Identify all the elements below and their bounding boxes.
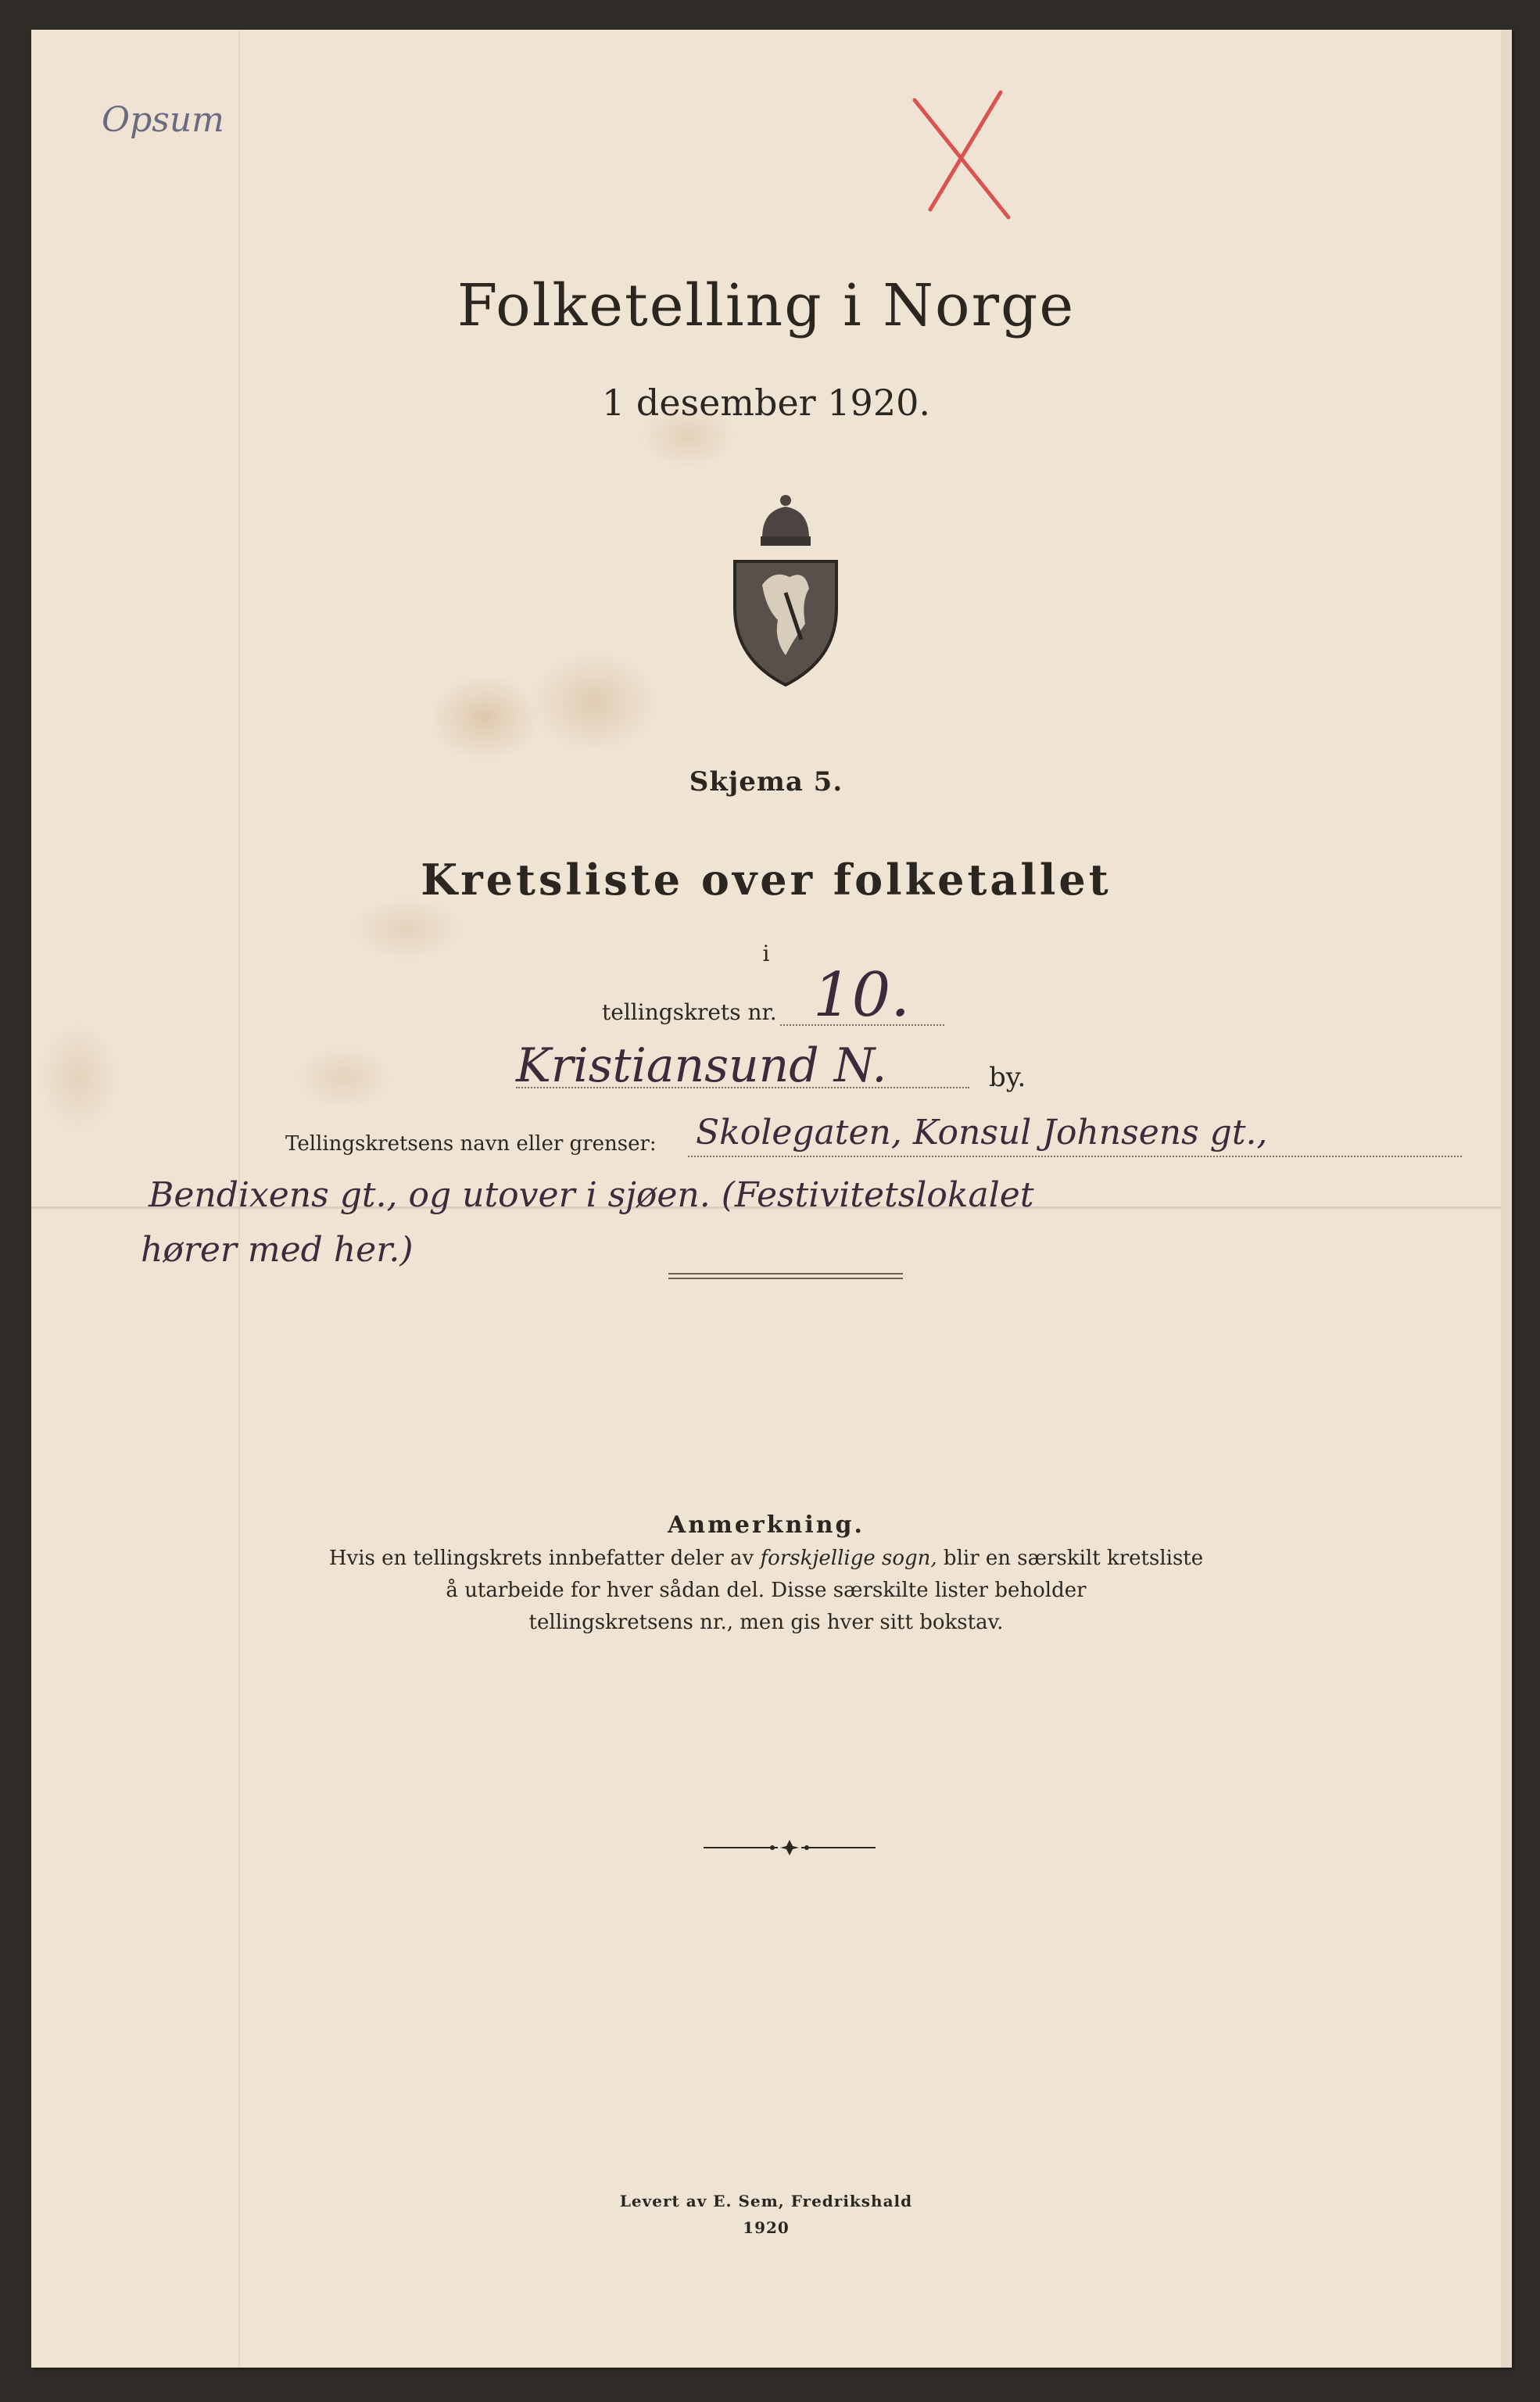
note-line-3: tellingskretsens nr., men gis hver sitt bokstav. bbox=[528, 1611, 1004, 1634]
printer-imprint bbox=[31, 2188, 1501, 2241]
note-line-1: Hvis en tellingskrets innbefatter deler av forskjellige sogn, blir en særskilt kretsliste bbox=[328, 1547, 1204, 1570]
note-heading: Anmerkning. bbox=[668, 1511, 865, 1539]
bounds-line-1 bbox=[688, 1156, 1462, 1157]
town-name-value: Kristiansund N. bbox=[516, 1038, 887, 1093]
printer-year: 1920 bbox=[743, 2218, 790, 2237]
district-number-value: 10. bbox=[813, 960, 911, 1031]
bounds-text-line-1: Skolegaten, Konsul Johnsens gt., bbox=[696, 1113, 1268, 1153]
census-form-page bbox=[31, 30, 1512, 2368]
connector-word: i bbox=[762, 941, 770, 966]
section-divider bbox=[668, 1273, 903, 1279]
town-suffix: by. bbox=[989, 1062, 1026, 1093]
form-title: Folketelling i Norge bbox=[457, 272, 1076, 339]
form-heading: Kretsliste over folketallet bbox=[421, 855, 1112, 905]
red-x-mark bbox=[899, 84, 1016, 225]
ornament-divider-icon bbox=[704, 1836, 876, 1859]
bounds-label: Tellingskretsens navn eller grenser: bbox=[285, 1132, 657, 1156]
bounds-text-line-3: hører med her.) bbox=[141, 1230, 414, 1270]
note-body bbox=[31, 1543, 1501, 1639]
census-date: 1 desember 1920. bbox=[602, 382, 930, 424]
schema-number: Skjema 5. bbox=[689, 766, 843, 798]
note-line-2: å utarbeide for hver sådan del. Disse særskilte lister beholder bbox=[446, 1579, 1087, 1602]
printer-name: Levert av E. Sem, Fredrikshald bbox=[619, 2192, 913, 2210]
corner-note: Opsum bbox=[102, 100, 224, 140]
bounds-text-line-2: Bendixens gt., og utover i sjøen. (Festivitetslokalet bbox=[149, 1175, 1034, 1215]
norway-coat-of-arms-icon bbox=[731, 491, 840, 687]
district-label: tellingskrets nr. bbox=[602, 999, 777, 1025]
